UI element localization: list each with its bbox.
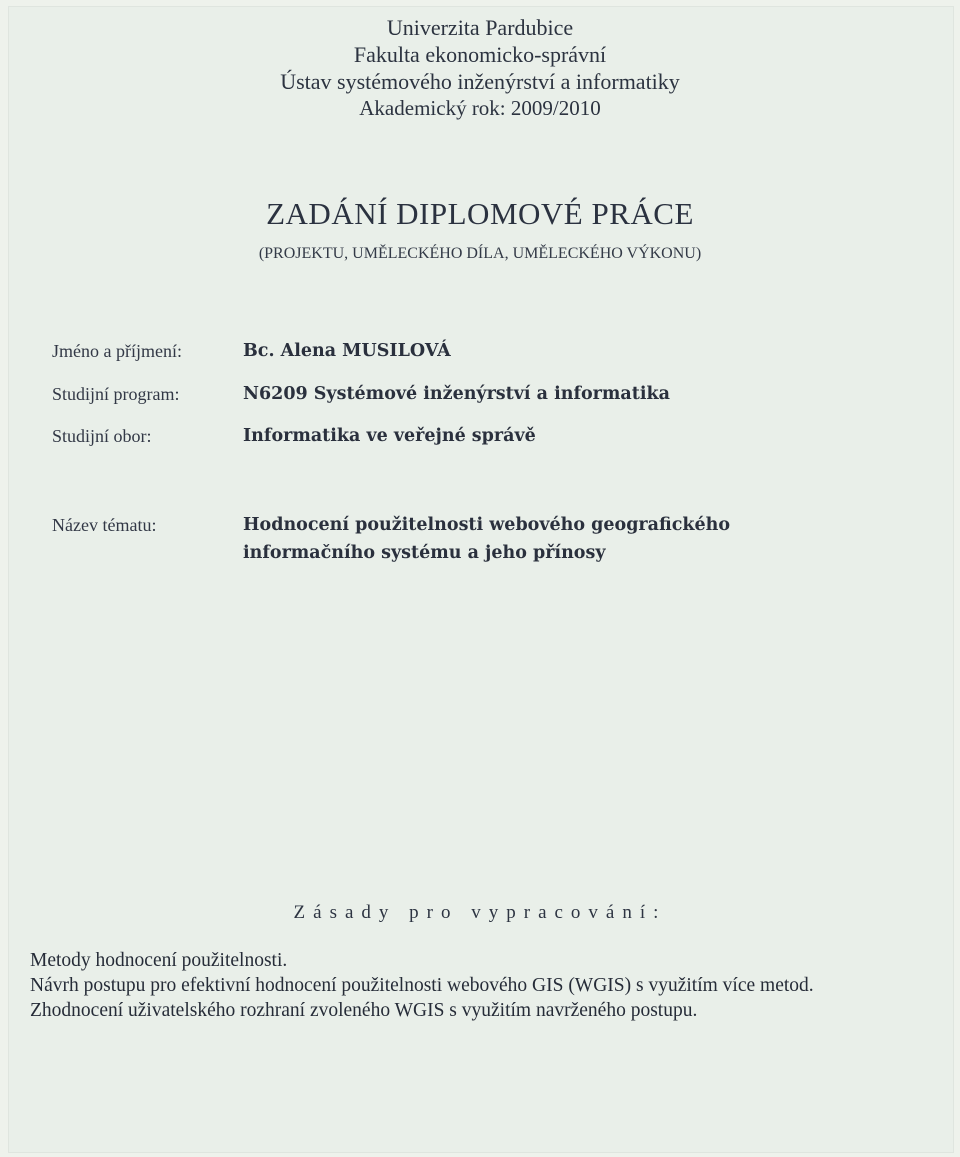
document-title: ZADÁNÍ DIPLOMOVÉ PRÁCE [266, 196, 694, 231]
topic-label: Název tématu: [52, 515, 157, 535]
field-of-study-label: Studijní obor: [52, 426, 152, 446]
guidelines-text [30, 948, 930, 1023]
document-subtitle: (PROJEKTU, UMĚLECKÉHO DÍLA, UMĚLECKÉHO VÝKONU) [258, 245, 702, 262]
program-label: Studijní program: [52, 384, 180, 404]
academic-year: Akademický rok: 2009/2010 [359, 96, 601, 120]
institute-name: Ústav systémového inženýrství a informatiky [280, 69, 680, 94]
field-of-study-value: Informatika ve veřejné správě [243, 426, 536, 446]
topic-value: Hodnocení použitelnosti webového geografického informačního systému a jeho přínosy [243, 515, 731, 563]
name-value: Bc. Alena MUSILOVÁ [243, 341, 451, 361]
guidelines-heading: Zásady pro vypracování: [293, 902, 667, 923]
guideline-item: Metody hodnocení použitelnosti. [30, 950, 288, 971]
program-value: N6209 Systémové inženýrství a informatika [243, 384, 670, 404]
guideline-item: Návrh postupu pro efektivní hodnocení použitelnosti webového GIS (WGIS) s využitím více metod. [30, 975, 814, 996]
document-header [0, 14, 960, 122]
university-name: Univerzita Pardubice [386, 15, 574, 40]
name-label: Jméno a příjmení: [52, 341, 182, 361]
guideline-item: Zhodnocení uživatelského rozhraní zvoleného WGIS s využitím navrženého postupu. [30, 1000, 698, 1021]
faculty-name: Fakulta ekonomicko-správní [353, 42, 607, 67]
